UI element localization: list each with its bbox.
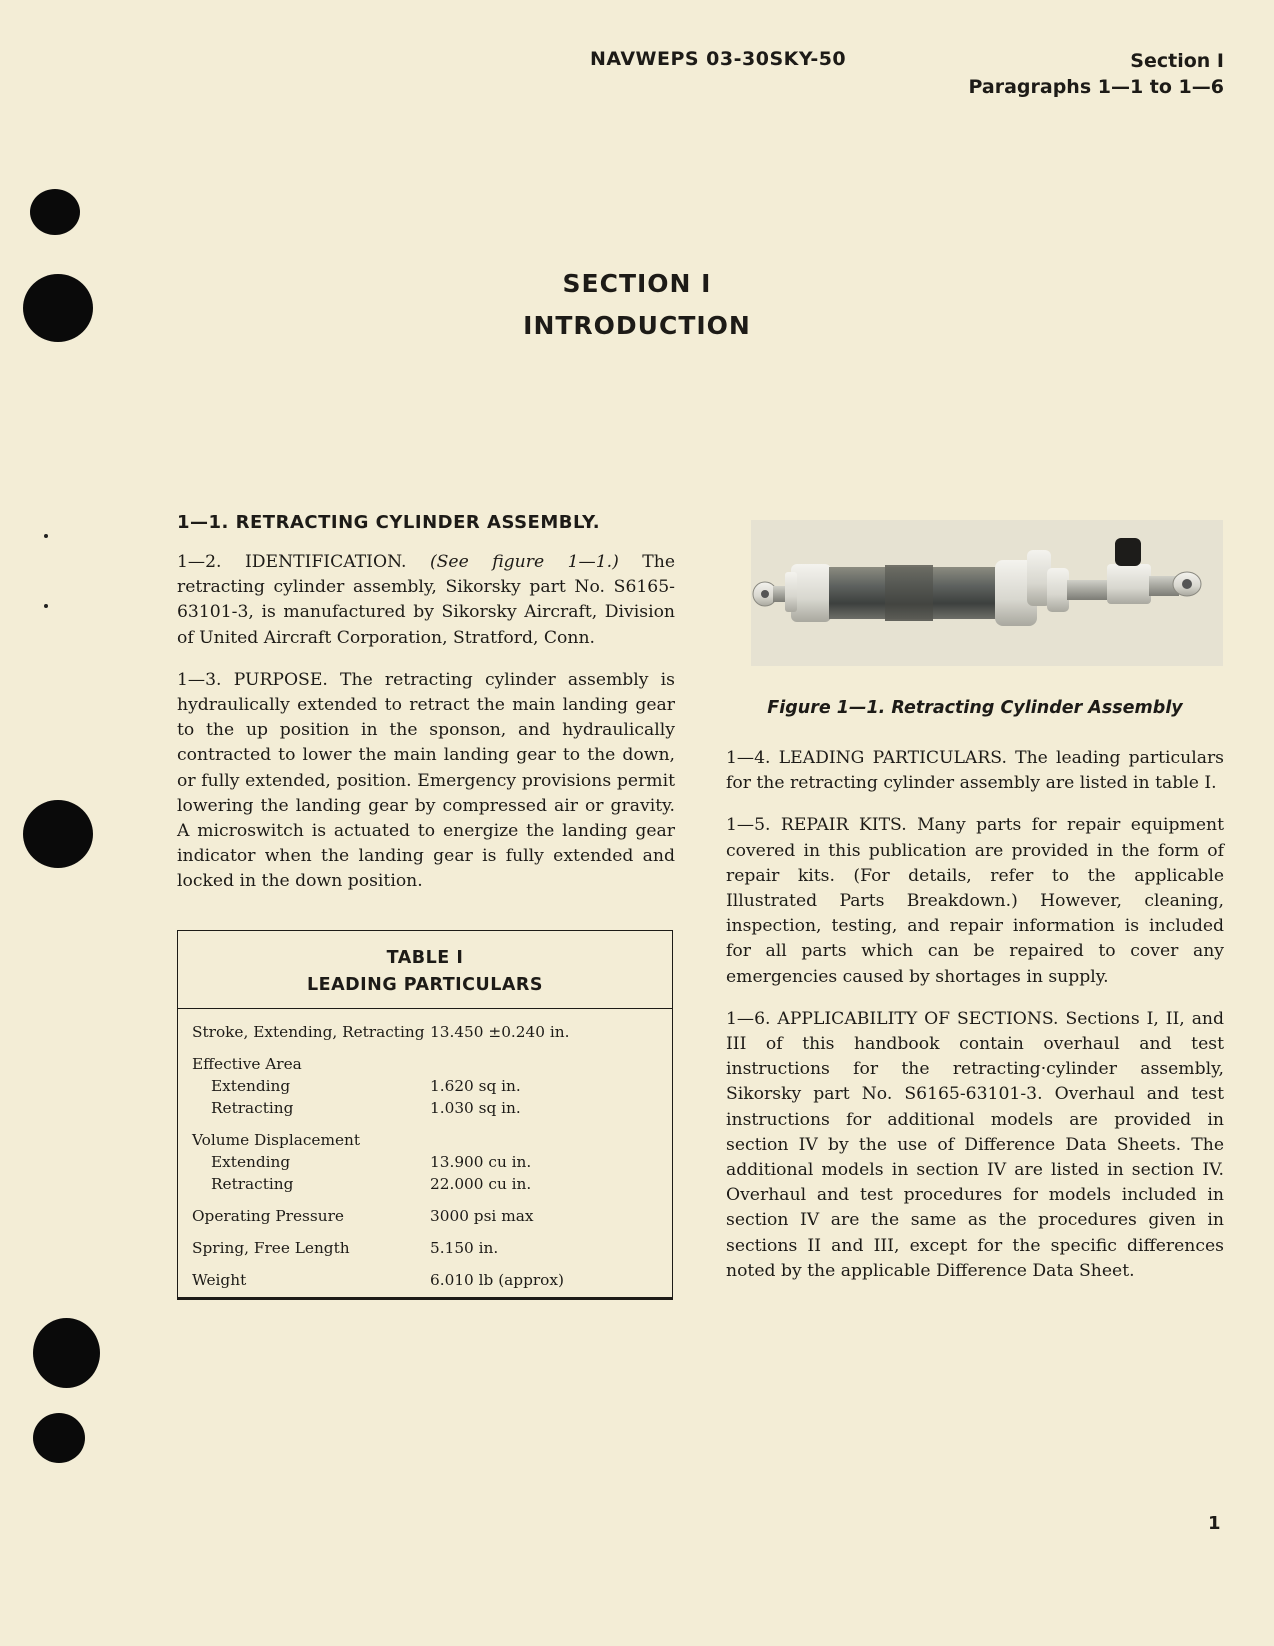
row-value: 3000 psi max [430,1207,534,1225]
page-number: 1 [1208,1513,1221,1534]
row-value: 13.450 ±0.240 in. [430,1023,570,1041]
punch-hole [33,1318,100,1388]
row-label: Effective Area [192,1055,302,1073]
row-label: Operating Pressure [192,1207,344,1225]
paragraph-leading-particulars [726,746,1224,796]
section-title: SECTION I [562,269,712,298]
document-number: NAVWEPS 03-30SKY-50 [590,48,847,70]
paragraph-identification [177,550,675,651]
header-section: Section I [1130,50,1224,72]
table-row [178,1023,672,1045]
figure-reference: (See figure 1—1.) [429,552,619,572]
purpose-lead: 1—3. PURPOSE. [177,669,328,690]
punch-hole [23,800,93,868]
row-label: Extending [211,1077,291,1095]
paragraph-heading: 1—1. RETRACTING CYLINDER ASSEMBLY. [177,512,601,533]
row-value: 1.030 sq in. [430,1099,521,1117]
table-row [178,1239,672,1261]
leading-particulars-table [177,930,673,1300]
row-label: Extending [211,1153,291,1171]
table-row [178,1271,672,1293]
table-number: TABLE I [386,948,464,968]
table-row [178,1131,672,1153]
paragraph-repair-kits [726,813,1224,989]
row-label: Retracting [211,1175,294,1193]
row-value: 22.000 cu in. [430,1175,532,1193]
page-speck [44,534,48,538]
purpose-text: The retracting cylinder assembly is hydraulically extended to retract the main landing gear to the up position in the sponson, and hydraulically contracted to lower the main landing gear to the down, or fully extended, position. Emergency provisions permit lowering the landing gear by compressed air or gravity. A microswitch is actuated to energize the landing gear indicator when the landing gear is fully extended and locked in the down position. [177,669,675,892]
paragraph-purpose [177,668,675,895]
row-label: Volume Displacement [192,1131,361,1149]
applicability-text: Sections I, II, and III of this handbook contain overhaul and test instructions for the retracting·cylinder assembly, Sikorsky part No. S6165-63101-3. Overhaul and test instructions for additional models are provided in section IV by the use of Difference Data Sheets. The additional models in section IV are listed in section IV. Overhaul and test procedures for models included in section IV are the same as the procedures given in sections II and III, except for the specific differences noted by the applicable Difference Data Sheet. [726,1008,1225,1281]
table-title [178,931,672,999]
repair-kits-text: Many parts for repair equipment covered in this publication are provided in the form of repair kits. (For details, refer to the applicable Illustrated Parts Breakdown.) However, cleaning, inspection, testing, and repair information is included for all parts which can be repaired to cover any emergencies caused by shortages in supply. [726,815,1224,987]
table-row [178,1153,672,1175]
identification-text: The retracting cylinder assembly, Sikorsky part No. S6165-63101-3, is manufactured by Sikorsky Aircraft, Division of United Aircraft Corporation, Stratford, Conn. [177,552,676,648]
applicability-lead: 1—6. APPLICABILITY OF SECTIONS. [726,1008,1059,1029]
figure-caption: Figure 1—1. Retracting Cylinder Assembly [767,698,1183,718]
section-subtitle: INTRODUCTION [523,311,751,340]
right-column [726,746,1224,1284]
row-value: 1.620 sq in. [430,1077,521,1095]
punch-hole [30,189,80,235]
punch-hole [33,1413,85,1463]
table-caption: LEADING PARTICULARS [306,975,544,995]
paragraph-applicability [726,1007,1224,1284]
repair-kits-lead: 1—5. REPAIR KITS. [726,815,907,836]
row-value: 6.010 lb (approx) [430,1271,564,1289]
row-value: 5.150 in. [430,1239,499,1257]
table-row [178,1077,672,1099]
cylinder-illustration [751,520,1223,666]
table-row [178,1055,672,1077]
cylinder-photo [751,520,1223,666]
table-body [178,1009,672,1293]
row-label: Weight [192,1271,247,1289]
identification-lead: 1—2. IDENTIFICATION. [177,552,407,572]
table-row [178,1099,672,1121]
table-row [178,1207,672,1229]
row-label: Retracting [211,1099,294,1117]
row-label: Spring, Free Length [192,1239,350,1257]
page-speck [44,604,48,608]
row-value: 13.900 cu in. [430,1153,532,1171]
header-section-info [968,48,1224,100]
leading-particulars-text: The leading particulars for the retracting cylinder assembly are listed in table I. [726,748,1225,794]
leading-particulars-lead: 1—4. LEADING PARTICULARS. [726,748,1007,768]
row-label: Stroke, Extending, Retracting [192,1023,425,1041]
left-column [177,512,675,895]
table-row [178,1175,672,1197]
header-paragraphs: Paragraphs 1—1 to 1—6 [968,76,1224,98]
